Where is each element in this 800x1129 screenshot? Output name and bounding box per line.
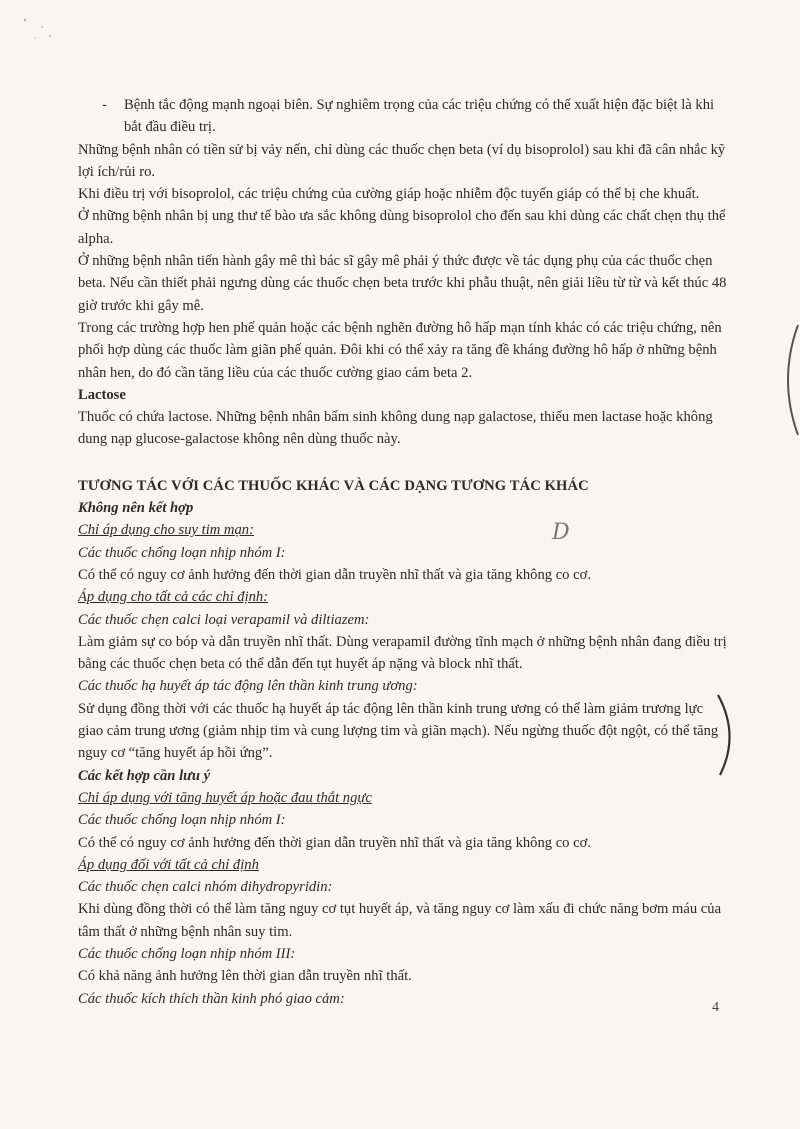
page-number: 4 bbox=[712, 1000, 719, 1015]
subheading: Các kết hợp cần lưu ý bbox=[78, 767, 211, 784]
paragraph: Thuốc có chứa lactose. Những bệnh nhân bẩm sinh không dung nạp galactose, thiếu men lactase hoặc không dung nạp glucose-galactose không nên dùng thuốc này. bbox=[78, 409, 713, 448]
paragraph: Khi điều trị với bisoprolol, các triệu chứng của cường giáp hoặc nhiễm độc tuyến giáp có thể bị che khuất. bbox=[78, 186, 700, 203]
bullet-paragraph bbox=[78, 94, 730, 139]
paragraph: Có khả năng ảnh hưởng lên thời gian dẫn truyền nhĩ thất. bbox=[78, 968, 412, 985]
paragraph: Làm giảm sự co bóp và dẫn truyền nhĩ thất. Dùng verapamil đường tĩnh mạch ở những bệnh nhân đang điều trị bằng các thuốc chẹn beta có thể dẫn đến tụt huyết áp nặng và block nhĩ thất. bbox=[78, 633, 727, 673]
paragraph: Có thể có nguy cơ ảnh hưởng đến thời gian dẫn truyền nhĩ thất và gia tăng không co cơ. bbox=[78, 566, 591, 583]
underlined-subheading: Áp dụng cho tất cả các chỉ định: bbox=[78, 589, 269, 606]
underlined-subheading: Chỉ áp dụng với tăng huyết áp hoặc đau thắt ngực bbox=[78, 789, 372, 806]
scan-artifact-top-left bbox=[0, 0, 80, 50]
subheading-lactose: Lactose bbox=[78, 386, 126, 403]
bullet-dash: - bbox=[102, 97, 107, 113]
italic-label: Các thuốc chẹn calci nhóm dihydropyridin: bbox=[78, 879, 333, 896]
document-body bbox=[78, 94, 730, 1010]
paragraph: Có thể có nguy cơ ảnh hưởng đến thời gian dẫn truyền nhĩ thất và gia tăng không co cơ. bbox=[78, 834, 591, 851]
italic-label: Các thuốc chống loạn nhịp nhóm I: bbox=[78, 544, 286, 561]
paragraph: Khi dùng đồng thời có thể làm tăng nguy cơ tụt huyết áp, và tăng nguy cơ làm xấu đi chức năng bơm máu của tâm thất ở những bệnh nhân suy tim. bbox=[78, 901, 722, 940]
underlined-subheading: Chỉ áp dụng cho suy tim mạn: bbox=[78, 522, 254, 539]
section-title-interactions: TƯƠNG TÁC VỚI CÁC THUỐC KHÁC VÀ CÁC DẠNG TƯƠNG TÁC KHÁC bbox=[78, 477, 589, 494]
italic-label: Các thuốc chẹn calci loại verapamil và diltiazem: bbox=[78, 611, 370, 628]
italic-label: Các thuốc hạ huyết áp tác động lên thần kinh trung ương: bbox=[78, 678, 418, 695]
paragraph: Sử dụng đồng thời với các thuốc hạ huyết áp tác động lên thần kinh trung ương có thể làm giảm trương lực giao cảm trung ương (giảm nhịp tim và cung lượng tim và giãn mạch). Nếu ngừng thuốc đột ngột, có thể tăng nguy cơ “tăng huyết áp hồi ứng”. bbox=[78, 700, 719, 762]
paragraph: Ở những bệnh nhân tiến hành gây mê thì bác sĩ gây mê phải ý thức được về tác dụng phụ của các thuốc chẹn beta. Nếu cần thiết phải ngưng dùng các thuốc chẹn beta trước khi phẫu thuật, nên giải liều từ từ và kết thúc 48 giờ trước khi gây mê. bbox=[78, 253, 727, 314]
paragraph: Ở những bệnh nhân bị ung thư tế bào ưa sắc không dùng bisoprolol cho đến sau khi dùng các chất chẹn thụ thể alpha. bbox=[78, 208, 726, 247]
paragraph-text: Bệnh tắc động mạnh ngoại biên. Sự nghiêm trọng của các triệu chứng có thể xuất hiện đặc biệt là khi bắt đầu điều trị. bbox=[124, 97, 715, 136]
binder-curve-mark bbox=[770, 320, 800, 440]
paragraph: Trong các trường hợp hen phế quản hoặc các bệnh nghẽn đường hô hấp mạn tính khác có các triệu chứng, nên phối hợp dùng các thuốc làm giãn phế quản. Đôi khi có thể xảy ra tăng đề kháng đường hô hấp ở những bệnh nhân hen, do đó cần tăng liều của các thuốc cường giao cảm beta 2. bbox=[78, 319, 722, 381]
underlined-subheading: Áp dụng đối với tất cả chỉ định bbox=[78, 856, 259, 873]
italic-label: Các thuốc chống loạn nhịp nhóm I: bbox=[78, 812, 286, 829]
italic-label: Các thuốc kích thích thần kinh phó giao cảm: bbox=[78, 990, 345, 1007]
subheading: Không nên kết hợp bbox=[78, 500, 194, 517]
paragraph: Những bệnh nhân có tiền sử bị vảy nến, chỉ dùng các thuốc chẹn beta (ví dụ bisoprolol) sau khi đã cân nhắc kỹ lợi ích/rủi ro. bbox=[78, 141, 726, 180]
italic-label: Các thuốc chống loạn nhịp nhóm III: bbox=[78, 945, 296, 962]
handwritten-initial: D bbox=[552, 520, 570, 545]
